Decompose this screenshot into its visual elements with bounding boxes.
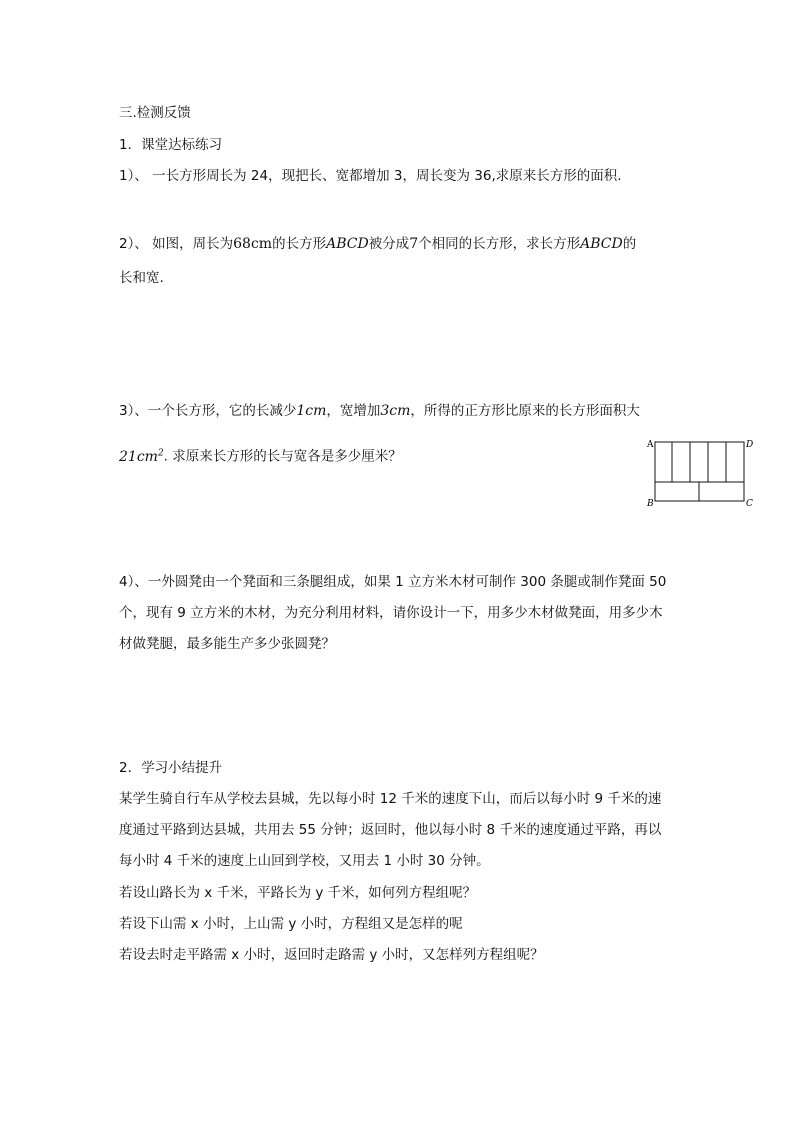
q2-mid3: 个相同的长方形，求长方形 bbox=[418, 236, 581, 252]
label-d: D bbox=[746, 440, 754, 450]
q2-count: 7 bbox=[409, 236, 419, 252]
question-4-line-2: 个，现有 9 立方米的木材，为充分利用材料，请你设计一下，用多少木材做凳面，用多少木 bbox=[119, 605, 663, 621]
section-heading: 三.检测反馈 bbox=[119, 105, 191, 121]
part2-question-3: 若设去时走平路需 x 小时，返回时走路需 y 小时，又怎样列方程组呢？ bbox=[119, 947, 544, 963]
q3-area-value: 21cm bbox=[119, 448, 158, 465]
question-2-line-1 bbox=[119, 234, 636, 254]
q3-suffix: ，所得的正方形比原来的长方形面积大 bbox=[410, 403, 640, 419]
label-b: B bbox=[647, 499, 654, 509]
part2-question-1: 若设山路长为 x 千米，平路长为 y 千米，如何列方程组呢？ bbox=[119, 885, 477, 901]
question-4-line-3: 材做凳腿，最多能生产多少张圆凳？ bbox=[119, 636, 335, 652]
question-3-line-1 bbox=[119, 401, 640, 421]
part2-paragraph-line-1: 某学生骑自行车从学校去县城，先以每小时 12 千米的速度下山，而后以每小时 9 千米的速 bbox=[119, 791, 662, 807]
q2-mid2: 被分成 bbox=[368, 236, 410, 252]
part2-heading: 2．学习小结提升 bbox=[119, 760, 223, 776]
q3-decrease: 1cm bbox=[296, 403, 327, 419]
rectangle-abcd-figure bbox=[644, 436, 760, 510]
q3-prefix: 3）、一个长方形，它的长减少 bbox=[119, 403, 297, 419]
part1-heading: 1．课堂达标练习 bbox=[119, 137, 223, 153]
q3-area bbox=[119, 449, 164, 465]
label-c: C bbox=[746, 499, 753, 509]
q2-prefix: 2）、 如图，周长为 bbox=[119, 236, 234, 252]
q3-increase: 3cm bbox=[380, 403, 411, 419]
part2-question-2: 若设下山需 x 小时，上山需 y 小时，方程组又是怎样的呢 bbox=[119, 916, 463, 932]
q2-mid1: 的长方形 bbox=[272, 236, 327, 252]
part2-paragraph-line-3: 每小时 4 千米的速度上山回到学校，又用去 1 小时 30 分钟。 bbox=[119, 853, 490, 869]
q3-line2-text: . 求原来长方形的长与宽各是多少厘米？ bbox=[163, 448, 402, 465]
q2-suffix: 的 bbox=[622, 236, 637, 252]
q3-area-exponent: 2 bbox=[157, 448, 164, 458]
question-2-line-2: 长和宽. bbox=[119, 270, 164, 286]
part2-paragraph-line-2: 度通过平路到达县城，共用去 55 分钟；返回时，他以每小时 8 千米的速度通过平路，再以 bbox=[119, 822, 662, 838]
q3-mid: ，宽增加 bbox=[326, 403, 381, 419]
q2-perimeter: 68cm bbox=[233, 236, 273, 252]
q2-rect2: ABCD bbox=[580, 236, 623, 252]
label-a: A bbox=[647, 440, 654, 450]
question-4-line-1: 4）、一外圆凳由一个凳面和三条腿组成，如果 1 立方米木材可制作 300 条腿或制作凳面 50 bbox=[119, 574, 667, 590]
q2-rect1: ABCD bbox=[326, 236, 369, 252]
question-1: 1）、 一长方形周长为 24，现把长、宽都增加 3，周长变为 36,求原来长方形的面积. bbox=[119, 168, 622, 184]
question-3-line-2 bbox=[119, 443, 402, 467]
